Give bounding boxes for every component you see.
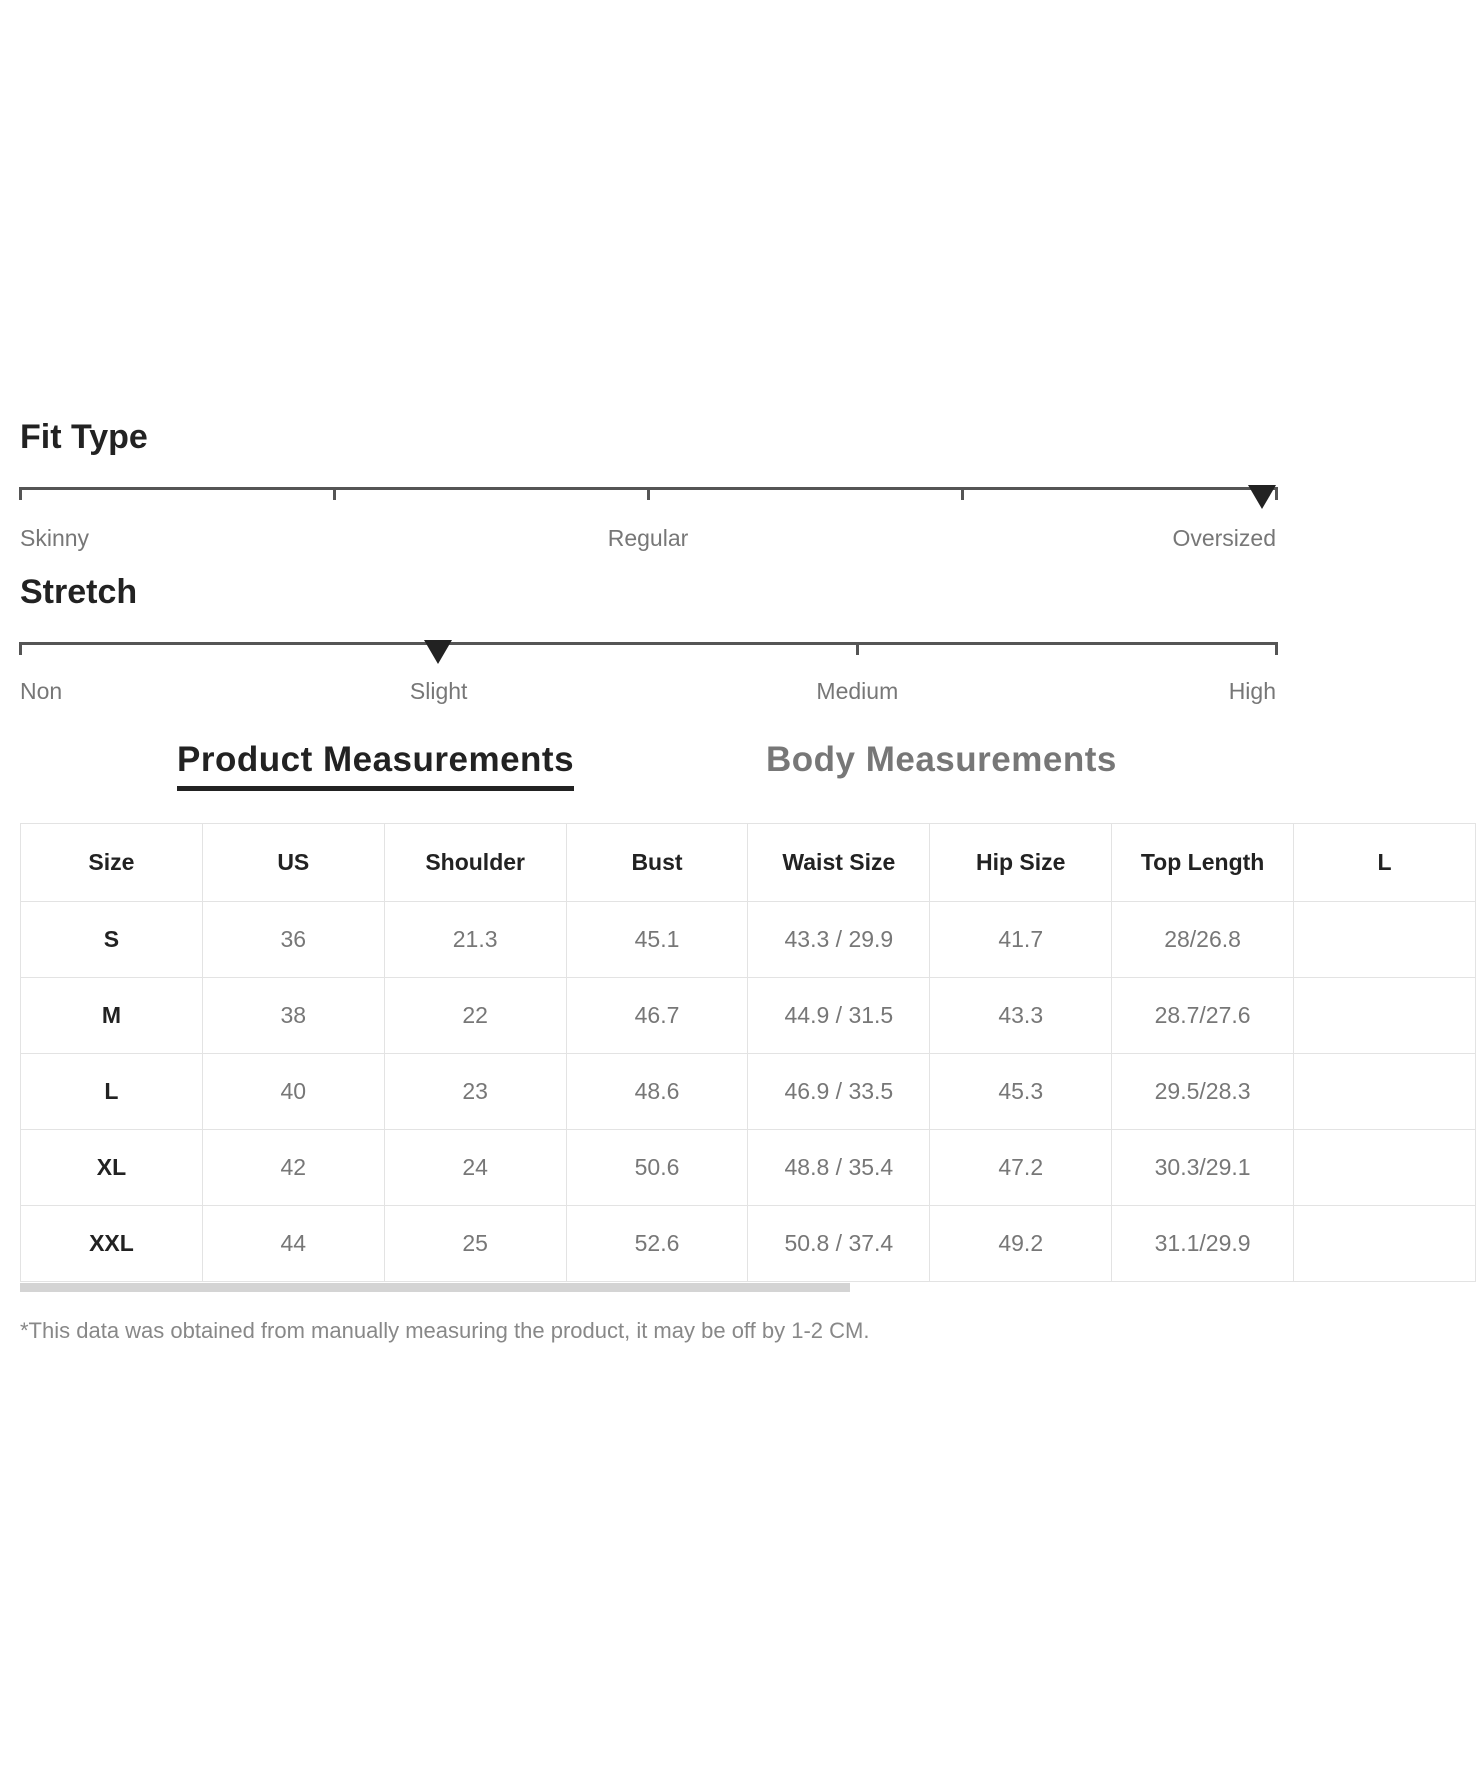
header-top-length: Top Length [1112,824,1294,902]
table-cell: 29.5/28.3 [1112,1054,1294,1130]
table-cell: 44.9 / 31.5 [748,978,930,1054]
table-cell: 50.8 / 37.4 [748,1206,930,1282]
table-cell: 41.7 [930,902,1112,978]
table-cell: 50.6 [566,1130,748,1206]
stretch-pointer-icon [424,640,452,664]
table-cell-size: XXL [21,1206,203,1282]
fit-type-title: Fit Type [20,418,148,456]
table-row [21,978,1476,1054]
table-cell [1294,1130,1476,1206]
stretch-scale-line [20,642,1276,645]
table-row [21,1054,1476,1130]
table-cell: 25 [384,1206,566,1282]
table-cell-size: L [21,1054,203,1130]
table-cell: 30.3/29.1 [1112,1130,1294,1206]
header-us: US [202,824,384,902]
table-cell: 45.3 [930,1054,1112,1130]
table-row [21,1130,1476,1206]
stretch-tick [856,642,859,655]
table-cell: 48.6 [566,1054,748,1130]
fit-type-label-regular: Regular [607,525,689,551]
table-cell: 38 [202,978,384,1054]
table-cell [1294,1206,1476,1282]
table-cell: 24 [384,1130,566,1206]
tab-body-measurements[interactable]: Body Measurements [766,740,1117,779]
table-row [21,1206,1476,1282]
table-cell: 48.8 / 35.4 [748,1130,930,1206]
header-waist-size: Waist Size [748,824,930,902]
stretch-tick [19,642,22,655]
fit-type-scale [20,487,1276,551]
table-cell: 45.1 [566,902,748,978]
table-cell: 28.7/27.6 [1112,978,1294,1054]
stretch-label-non: Non [20,678,63,704]
stretch-label-high: High [1228,678,1276,704]
measurement-tabs [0,740,1340,800]
table-cell: 28/26.8 [1112,902,1294,978]
header-bust: Bust [566,824,748,902]
table-cell: 52.6 [566,1206,748,1282]
table-cell: 44 [202,1206,384,1282]
table-cell: 23 [384,1054,566,1130]
table-cell-size: XL [21,1130,203,1206]
table-row [21,902,1476,978]
measurements-table [20,823,1476,1282]
fit-type-pointer-icon [1248,485,1276,509]
table-cell: 22 [384,978,566,1054]
table-cell: 36 [202,902,384,978]
table-header-row [21,824,1476,902]
stretch-scale [20,642,1276,702]
measurements-table-container[interactable] [20,823,1392,1293]
table-cell: 43.3 / 29.9 [748,902,930,978]
fit-type-tick [647,487,650,500]
table-cell: 46.9 / 33.5 [748,1054,930,1130]
fit-type-label-skinny: Skinny [20,525,90,551]
stretch-title: Stretch [20,573,138,611]
table-cell [1294,902,1476,978]
fit-type-label-oversized: Oversized [1172,525,1276,551]
table-horizontal-scrollbar[interactable] [20,1283,850,1292]
table-cell: 31.1/29.9 [1112,1206,1294,1282]
stretch-tick [1275,642,1278,655]
header-shoulder: Shoulder [384,824,566,902]
table-cell: 42 [202,1130,384,1206]
table-cell: 21.3 [384,902,566,978]
measurement-footnote: *This data was obtained from manually measuring the product, it may be off by 1-2 CM. [20,1318,870,1343]
table-cell [1294,978,1476,1054]
stretch-label-medium: Medium [816,678,899,704]
stretch-label-slight: Slight [409,678,468,704]
table-cell: 46.7 [566,978,748,1054]
table-cell: 43.3 [930,978,1112,1054]
fit-type-tick [19,487,22,500]
table-cell: 49.2 [930,1206,1112,1282]
table-cell-size: M [21,978,203,1054]
fit-type-tick [961,487,964,500]
table-cell: 47.2 [930,1130,1112,1206]
table-cell [1294,1054,1476,1130]
header-hip-size: Hip Size [930,824,1112,902]
header-size: Size [21,824,203,902]
header-cut-off: L [1294,824,1476,902]
table-cell-size: S [21,902,203,978]
fit-type-tick [333,487,336,500]
table-cell: 40 [202,1054,384,1130]
tab-product-measurements[interactable]: Product Measurements [177,740,574,791]
